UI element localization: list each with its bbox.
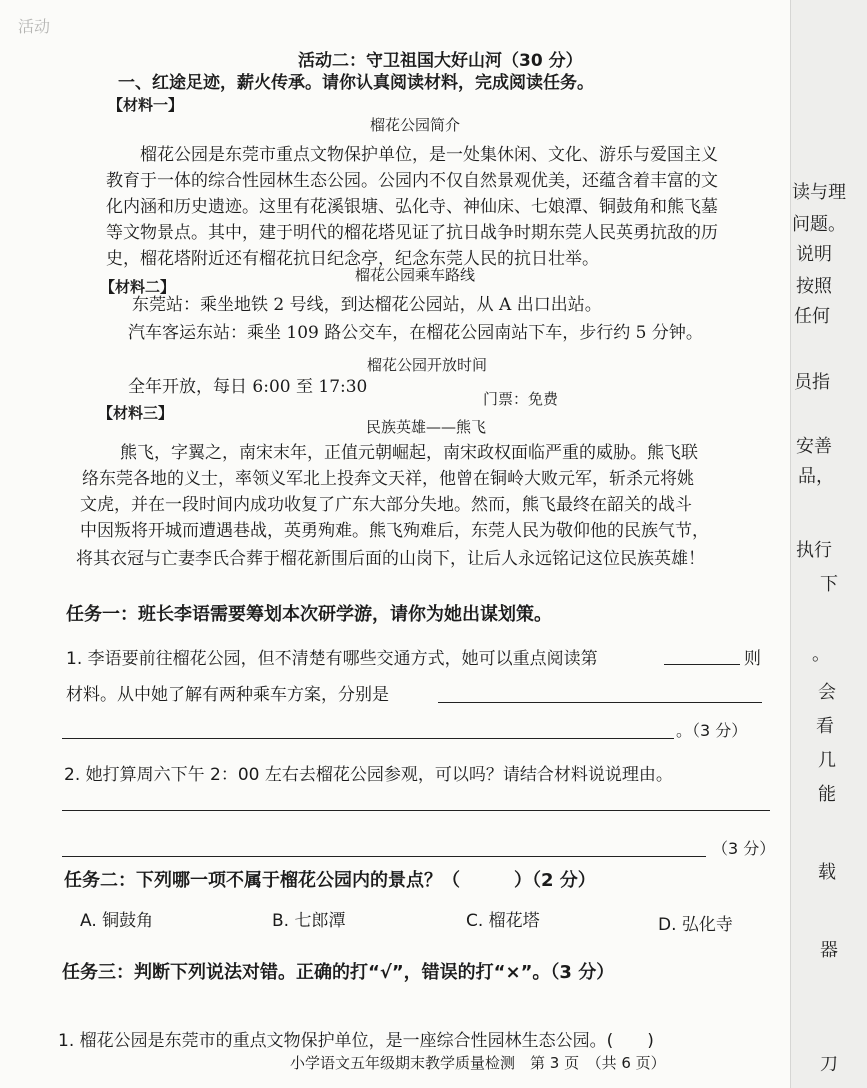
activity-title: 活动二：守卫祖国大好山河（30 分） xyxy=(298,51,583,71)
task1-q1-score: 。（3 分） xyxy=(676,721,748,740)
hours-title: 榴花公园开放时间 xyxy=(367,356,488,374)
edge-fragment: 下 xyxy=(820,574,838,595)
edge-fragment: 器 xyxy=(820,940,838,961)
task1-q2-score: （3 分） xyxy=(712,839,776,858)
material3-line: 将其衣冠与亡妻李氏合葬于榴花新围后面的山岗下，让后人永远铭记这位民族英雄！ xyxy=(76,549,705,569)
material1-line: 等文物景点。其中，建于明代的榴花塔见证了抗日战争时期东莞人民英勇抗敌的历 xyxy=(106,223,718,243)
edge-fragment: 员指 xyxy=(794,372,830,393)
answer-blank-material-number[interactable] xyxy=(664,664,740,665)
edge-fragment: 任何 xyxy=(794,306,830,327)
task1-q1-text-end: 则 xyxy=(744,649,761,669)
header-fragment: 活动 xyxy=(18,17,51,36)
task1-q1-text: 1. 李语要前往榴花公园，但不清楚有哪些交通方式，她可以重点阅读第 xyxy=(66,649,598,669)
task1-title: 任务一：班长李语需要筹划本次研学游，请你为她出谋划策。 xyxy=(66,604,552,625)
opening-hours: 全年开放，每日 6:00 至 17:30 xyxy=(128,377,368,397)
edge-fragment: 。 xyxy=(812,644,830,665)
section-title: 一、红途足迹，薪火传承。请你认真阅读材料，完成阅读任务。 xyxy=(118,73,594,93)
edge-fragment: 能 xyxy=(818,784,836,805)
material3-line: 熊飞，字翼之，南宋末年，正值元朝崛起，南宋政权面临严重的威胁。熊飞联 xyxy=(120,443,698,463)
task1-q1-text-2: 材料。从中她了解有两种乘车方案，分别是 xyxy=(66,685,389,705)
task2-option-b: B. 七郎潭 xyxy=(272,911,346,931)
material1-label: 【材料一】 xyxy=(108,96,184,114)
edge-fragment: 几 xyxy=(818,750,836,771)
task3-q1-text: 1. 榴花公园是东莞市的重点文物保护单位，是一座综合性园林生态公园。( ) xyxy=(58,1031,654,1051)
task2-title: 任务二：下列哪一项不属于榴花公园内的景点？（ ）（2 分） xyxy=(64,870,596,891)
material3-line: 文虎，并在一段时间内成功收复了广东大部分失地。然而，熊飞最终在韶关的战斗 xyxy=(80,495,692,515)
route-line: 东莞站：乘坐地铁 2 号线，到达榴花公园站，从 A 出口出站。 xyxy=(132,295,602,315)
route-title: 榴花公园乘车路线 xyxy=(355,266,476,284)
task1-q2-text: 2. 她打算周六下午 2：00 左右去榴花公园参观，可以吗？请结合材料说说理由。 xyxy=(64,765,673,785)
edge-fragment: 按照 xyxy=(796,276,832,297)
edge-fragment: 载 xyxy=(818,862,836,883)
material3-line: 络东莞各地的义士，率领义军北上投奔文天祥，他曾在铜岭大败元军，斩杀元将姚 xyxy=(82,469,694,489)
task2-option-d: D. 弘化寺 xyxy=(658,915,733,935)
edge-fragment: 执行 xyxy=(796,540,832,561)
page-footer: 小学语文五年级期末教学质量检测 第 3 页 （共 6 页） xyxy=(290,1054,666,1072)
edge-fragment: 说明 xyxy=(796,244,832,265)
edge-fragment: 读与理 xyxy=(792,182,846,203)
material1-title: 榴花公园简介 xyxy=(370,116,461,134)
material1-line: 化内涵和历史遗迹。这里有花溪银塘、弘化寺、神仙床、七娘潭、铜鼓角和熊飞墓 xyxy=(106,197,718,217)
answer-line-reason-2[interactable] xyxy=(62,856,706,857)
edge-fragment: 刀 xyxy=(820,1054,838,1075)
material1-line: 榴花公园是东莞市重点文物保护单位，是一处集休闲、文化、游乐与爱国主义 xyxy=(140,145,718,165)
material3-label: 【材料三】 xyxy=(98,404,174,422)
ticket-info: 门票：免费 xyxy=(483,390,559,408)
edge-fragment: 品， xyxy=(798,466,834,487)
material1-line: 教育于一体的综合性园林生态公园。公园内不仅自然景观优美，还蕴含着丰富的文 xyxy=(106,171,718,191)
material3-line: 中因叛将开城而遭遇巷战，英勇殉难。熊飞殉难后，东莞人民为敬仰他的民族气节， xyxy=(80,521,709,541)
edge-fragment: 问题。 xyxy=(792,214,846,235)
route-line: 汽车客运东站：乘坐 109 路公交车，在榴花公园南站下车，步行约 5 分钟。 xyxy=(128,323,703,343)
answer-blank-routes-continued[interactable] xyxy=(62,738,674,739)
edge-fragment: 看 xyxy=(816,716,834,737)
task2-option-c: C. 榴花塔 xyxy=(466,911,540,931)
answer-line-reason-1[interactable] xyxy=(62,810,770,811)
task3-title: 任务三：判断下列说法对错。正确的打“√”，错误的打“×”。（3 分） xyxy=(62,962,615,983)
answer-blank-routes[interactable] xyxy=(438,702,762,703)
material2-label: 【材料二】 xyxy=(100,278,176,296)
material1-line: 史，榴花塔附近还有榴花抗日纪念亭，纪念东莞人民的抗日壮举。 xyxy=(106,249,599,269)
edge-fragment: 安善 xyxy=(796,436,832,457)
edge-fragment: 会 xyxy=(818,682,836,703)
material3-title: 民族英雄——熊飞 xyxy=(366,418,487,436)
task2-option-a: A. 铜鼓角 xyxy=(80,911,154,931)
